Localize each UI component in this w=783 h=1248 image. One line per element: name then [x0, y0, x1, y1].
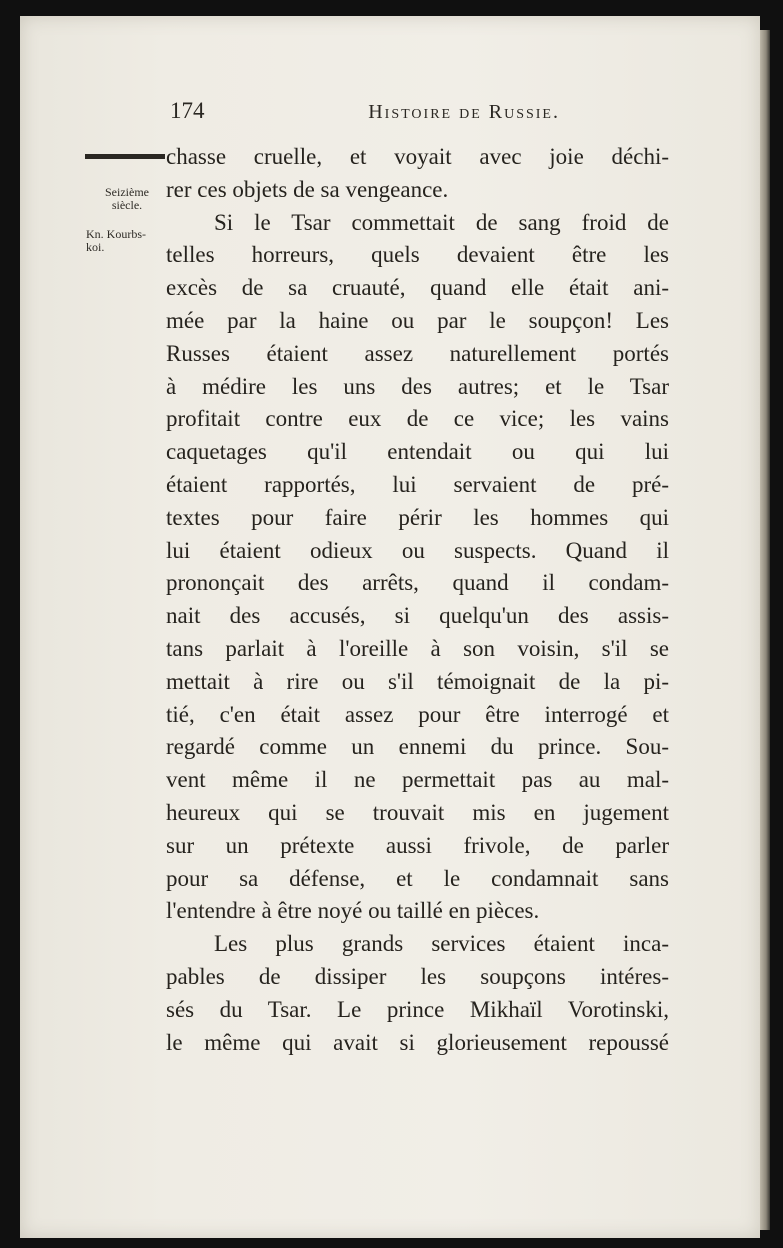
text-line: sés du Tsar. Le prince Mikhaïl Vorotinski,: [166, 996, 669, 1022]
body-text: [166, 141, 669, 1059]
margin-note-line: siècle.: [111, 198, 143, 212]
text-line: tié, c'en était assez pour être interrogé et: [166, 701, 669, 727]
text-line: mée par la haine ou par le soupçon! Les: [166, 307, 669, 333]
text-line: nait des accusés, si quelqu'un des assis-: [166, 603, 669, 629]
text-line: Les plus grands services étaient inca-: [214, 931, 669, 957]
text-line: excès de sa cruauté, quand elle était ani-: [166, 275, 669, 301]
running-title: Histoire de Russie.: [368, 101, 560, 123]
running-head: [170, 98, 560, 124]
page-number: 174: [170, 98, 205, 123]
text-line: sur un prétexte aussi frivole, de parler: [166, 832, 669, 858]
text-line: lui étaient odieux ou suspects. Quand il: [166, 537, 669, 563]
margin-note-line: Seizième: [105, 185, 149, 199]
text-line: tans parlait à l'oreille à son voisin, s'il se: [166, 635, 669, 661]
text-line: pour sa défense, et le condamnait sans: [166, 865, 669, 891]
text-line: mettait à rire ou s'il témoignait de la pi-: [166, 668, 669, 694]
text-line: profitait contre eux de ce vice; les vains: [166, 406, 669, 432]
text-line: telles horreurs, quels devaient être les: [166, 242, 669, 268]
margin-rule: [85, 154, 165, 159]
text-line: chasse cruelle, et voyait avec joie déchi-: [166, 144, 669, 169]
text-line: le même qui avait si glorieusement repoussé: [166, 1029, 669, 1055]
text-line: vent même il ne permettait pas au mal-: [166, 767, 669, 793]
text-line: Si le Tsar commettait de sang froid de: [214, 209, 669, 235]
text-line: à médire les uns des autres; et le Tsar: [166, 373, 669, 399]
text-line: caquetages qu'il entendait ou qui lui: [166, 439, 669, 465]
text-line: heureux qui se trouvait mis en jugement: [166, 799, 669, 825]
page-edge: [760, 30, 770, 1230]
text-line: textes pour faire périr les hommes qui: [166, 504, 669, 530]
text-line: prononçait des arrêts, quand il condam-: [166, 570, 669, 596]
margin-note-century: [96, 186, 158, 212]
margin-note-line: Kn. Kourbs-: [86, 227, 146, 241]
text-line: pables de dissiper les soupçons intéres-: [166, 963, 669, 989]
text-line: Russes étaient assez naturellement portés: [166, 340, 669, 366]
margin-note-line: koi.: [86, 240, 105, 254]
text-line: rer ces objets de sa vengeance.: [166, 176, 449, 202]
text-line: l'entendre à être noyé ou taillé en pièces.: [166, 898, 540, 924]
text-line: étaient rapportés, lui servaient de pré-: [166, 471, 669, 497]
text-line: regardé comme un ennemi du prince. Sou-: [166, 734, 669, 760]
margin-note-source: [86, 228, 160, 254]
